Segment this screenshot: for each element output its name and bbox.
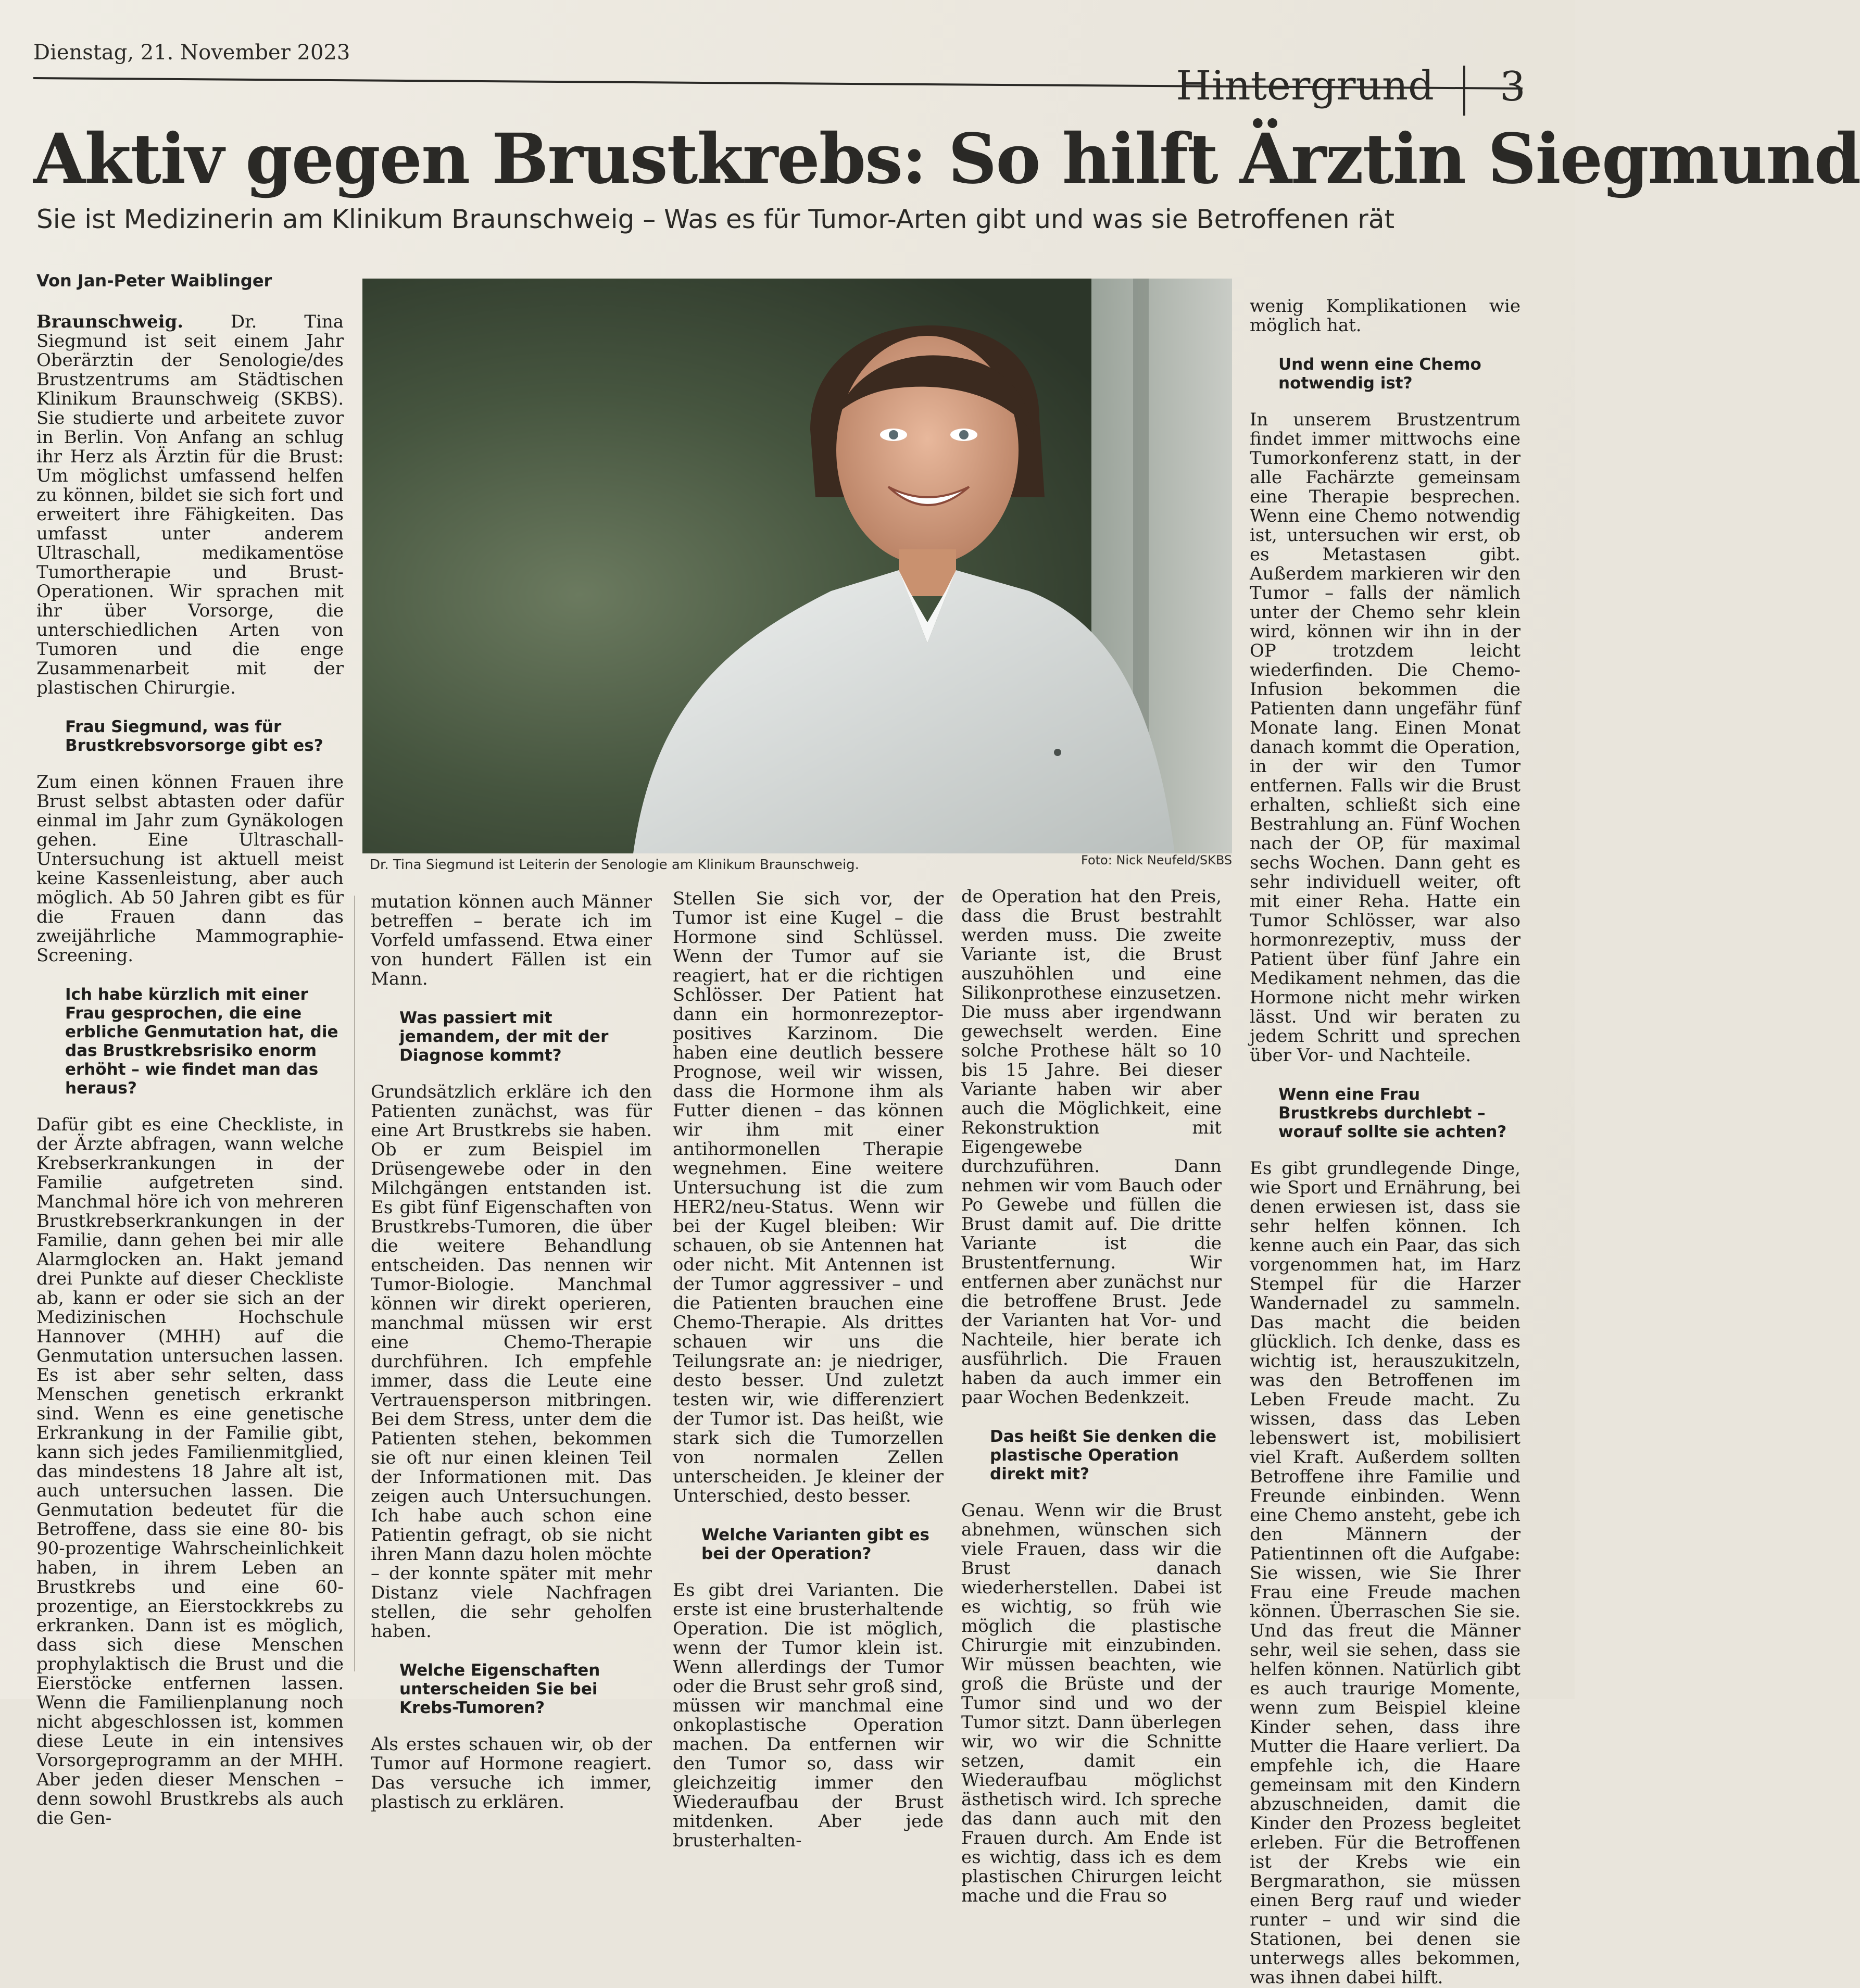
answer-1: Zum einen können Frauen ihre Brust selbst abtasten oder dafür einmal im Jahr zum Gynäkologen gehen. Eine Ultraschall-Untersuchung ist aktuell meist keine Kassenleistung, aber auch möglich. Ab 50 Jahren gibt es für die Frauen dann das zweijährliche Mammographie-Screening. — [36, 772, 344, 966]
question-1: Frau Siegmund, was für Brustkrebsvorsorge gibt es? — [65, 718, 323, 755]
article-subtitle: Sie ist Medizinerin am Klinikum Braunschweig – Was es für Tumor-Arten gibt und was sie Betroffenen rät — [36, 204, 1395, 234]
answer-3: Grundsätzlich erkläre ich den Patienten zunächst, was für eine Art Brustkrebs sie haben. Ob er zum Beispiel im Drüsengewebe oder in den Milchgängen entstanden ist. Es gibt fünf Eigenschaften von Brustkrebs-Tumoren, die über die weitere Behandlung entscheiden. Das nennen wir Tumor-Biologie. Manchmal können wir direkt operieren, manchmal müssen wir erst eine Chemo-Therapie durchführen. Ich empfehle immer, dass die Leute eine Vertrauensperson mitbringen. Bei dem Stress, unter dem die Patienten stehen, bekommen sie oft nur einen kleinen Teil der Informationen mit. Das zeigen auch Untersuchungen. Ich habe auch schon eine Patientin gefragt, ob sie nicht ihren Mann dazu holen möchte – der konnte später mit mehr Distanz viele Nachfragen stellen, die sehr geholfen haben. — [371, 1081, 652, 1642]
answer-4-continued: Stellen Sie sich vor, der Tumor ist eine Kugel – die Hormone sind Schlüssel. Wenn der Tumor auf sie reagiert, hat er die richtigen Schlösser. Der Patient hat dann ein hormonrezeptor-positives Karzinom. Die haben eine deutlich bessere Prognose, weil wir wissen, dass die Hormone ihm als Futter dienen – das können wir ihm mit einer antihormonellen Therapie wegnehmen. Eine weitere Untersuchung ist die zum HER2/neu-Status. Wenn wir bei der Kugel bleiben: Wir schauen, ob sie Antennen hat oder nicht. Mit Antennen ist der Tumor aggressiver – und die Patienten brauchen eine Chemo-Therapie. Als drittes schauen wir uns die Teilungsrate an: je niedriger, desto besser. Und zuletzt testen wir, wie differenziert der Tumor ist. Das heißt, wie stark sich die Tumorzellen von normalen Zellen unterscheiden. Je kleiner der Unterschied, desto besser. — [673, 888, 944, 1506]
answer-2-continued: mutation können auch Männer betreffen – berate ich im Vorfeld umfassend. Etwa einer von hundert Fällen ist ein Mann. — [371, 891, 652, 989]
column-3 — [673, 889, 944, 1851]
intro-paragraph: Dr. Tina Siegmund ist seit einem Jahr Oberärztin der Senologie/des Brustzentrums am Städtischen Klinikum Braunschweig (SKBS). Sie studierte und arbeitete zuvor in Berlin. Von Anfang an schlug ihr Herz als Ärztin für die Brust: Um möglichst umfassend helfen zu können, bildet sie sich fort und erweitert ihre Fähigkeiten. Das umfasst unter anderem Ultraschall, medikamentöse Tumortherapie und Brust-Operationen. Wir sprachen mit ihr über Vorsorge, die unterschiedlichen Arten von Tumoren und die enge Zusammenarbeit mit der plastischen Chirurgie. — [36, 311, 344, 698]
photo-credit: Foto: Nick Neufeld/SKBS — [1081, 853, 1233, 867]
portrait-illustration — [362, 279, 1232, 853]
answer-2: Dafür gibt es eine Checkliste, in der Ärzte abfragen, wann welche Krebserkrankungen in der Familie aufgetreten sind. Manchmal höre ich von mehreren Brustkrebserkrankungen in der Familie, dann gehen bei mir alle Alarmglocken an. Hakt jemand drei Punkte auf dieser Checkliste ab, kann er oder sie sich an der Medizinischen Hochschule Hannover (MHH) auf die Genmutation untersuchen lassen. Es ist aber sehr selten, dass Menschen genetisch erkrankt sind. Wenn es eine genetische Erkrankung in der Familie gibt, kann sich jedes Familienmitglied, das mindestens 18 Jahre alt ist, auch untersuchen lassen. Die Genmutation bedeutet für die Betroffene, dass sie eine 80- bis 90-prozentige Wahrscheinlichkeit haben, in ihrem Leben an Brustkrebs und eine 60-prozentige, an Eierstockkrebs zu erkranken. Dann ist es möglich, dass sich diese Menschen prophylaktisch die Brust und die Eierstöcke entfernen lassen. Wenn die Familienplanung noch nicht abgeschlossen ist, kommen diese Leute in ein intensives Vorsorgeprogramm an der MHH. Aber jeden dieser Menschen – denn sowohl Brustkrebs als auch die Gen- — [36, 1114, 344, 1829]
question-2: Ich habe kürzlich mit einer Frau gesprochen, die eine erbliche Genmutation hat, die das Brustkrebsrisiko enorm erhöht – wie findet man das heraus? — [65, 985, 338, 1098]
byline: Von Jan-Peter Waiblinger — [36, 271, 272, 291]
portrait-photo — [362, 279, 1232, 853]
page-number: 3 — [1500, 64, 1526, 110]
answer-4: Als erstes schauen wir, ob der Tumor auf Hormone reagiert. Das versuche ich immer, plastisch zu erklären. — [371, 1734, 652, 1813]
answer-7: In unserem Brustzentrum findet immer mittwochs eine Tumorkonferenz statt, in der alle Fachärzte gemeinsam eine Therapie besprechen. Wenn eine Chemo notwendig ist, untersuchen wir erst, ob es Metastasen gibt. Außerdem markieren wir den Tumor – falls der nämlich unter der Chemo sehr klein wird, können wir ihn in der OP trotzdem leicht wiederfinden. Die Chemo-Infusion bekommen die Patienten dann ungefähr fünf Monate lang. Einen Monat danach kommt die Operation, in der wir den Tumor entfernen. Falls wir die Brust erhalten, schließt sich eine Bestrahlung an. Fünf Wochen nach der OP, für maximal sechs Wochen. Dann geht es sehr individuell weiter, oft mit einer Reha. Hatte ein Tumor Schlösser, war also hormonrezeptiv, muss der Patient über fünf Jahre ein Medikament nehmen, das die Hormone nicht mehr wirken lässt. Und wir beraten zu jedem Schritt und sprechen über Vor- und Nachteile. — [1250, 409, 1520, 1066]
question-4: Welche Eigenschaften unterscheiden Sie bei Krebs-Tumoren? — [399, 1661, 600, 1717]
answer-5: Es gibt drei Varianten. Die erste ist eine brusterhaltende Operation. Die ist möglich, wenn der Tumor klein ist. Wenn allerdings der Tumor oder die Brust sehr groß sind, müssen wir manchmal eine onkoplastische Operation machen. Da entfernen wir den Tumor so, dass wir gleichzeitig immer den Wiederaufbau der Brust mitdenken. Aber jede brusterhalten- — [673, 1580, 944, 1851]
question-7: Und wenn eine Chemo notwendig ist? — [1278, 355, 1481, 393]
answer-8: Es gibt grundlegende Dinge, wie Sport und Ernährung, bei denen erwiesen ist, dass sie sehr helfen können. Ich kenne auch ein Paar, das sich vorgenommen hat, im Harz Stempel für die Harzer Wandernadel zu sammeln. Das macht die beiden glücklich. Ich denke, dass es wichtig ist, herauszukitzeln, was den Betroffenen im Leben Freude macht. Zu wissen, dass das Leben lebenswert ist, mobilisiert viel Kraft. Außerdem sollten Betroffene ihre Familie und Freunde einbinden. Wenn eine Chemo ansteht, gebe ich den Männern der Patientinnen oft die Aufgabe: Sie wissen, wie Sie Ihrer Frau eine Freude machen können. Überraschen Sie sie. Und das freut die Männer sehr, weil sie sehen, dass sie helfen können. Natürlich gibt es auch traurige Momente, wenn zum Beispiel kleine Kinder sehen, dass ihre Mutter die Haare verliert. Da empfehle ich, die Haare gemeinsam mit den Kindern abzuschneiden, damit die Kinder den Prozess begleitet erleben. Für die Betroffenen ist der Krebs wie ein Bergmarathon, sie müssen einen Berg rauf und wieder runter – und wir sind die Stationen, bei denen sie unterwegs alles bekommen, was ihnen dabei hilft. — [1250, 1158, 1520, 1988]
answer-6-continued: wenig Komplikationen wie möglich hat. — [1250, 296, 1520, 336]
column-2 — [371, 892, 652, 1812]
question-3: Was passiert mit jemandem, der mit der Diagnose kommt? — [399, 1009, 609, 1065]
article-headline: Aktiv gegen Brustkrebs: So hilft Ärztin Siegmund — [33, 119, 1860, 199]
column-4 — [961, 887, 1222, 1906]
answer-6: Genau. Wenn wir die Brust abnehmen, wünschen sich viele Frauen, dass wir die Brust danach wiederherstellen. Dabei ist es wichtig, so früh wie möglich die plastische Chirurgie mit einzubinden. Wir müssen beachten, wie groß die Brüste und der Tumor sind und wo der Tumor sitzt. Dann überlegen wir, wo wir die Schnitte setzen, damit ein Wiederaufbau möglichst ästhetisch wird. Ich spreche das dann auch mit den Frauen durch. Am Ende ist es wichtig, dass ich es dem plastischen Chirurgen leicht mache und die Frau so — [961, 1500, 1222, 1906]
dateline-city: Braunschweig. — [36, 311, 184, 332]
column-5 — [1250, 297, 1520, 1987]
answer-5-continued: de Operation hat den Preis, dass die Brust bestrahlt werden muss. Die zweite Variante ist, die Brust auszuhöhlen und eine Silikonprothese einzusetzen. Die muss aber irgendwann gewechselt werden. Eine solche Prothese hält so 10 bis 15 Jahre. Bei dieser Variante haben wir aber auch die Möglichkeit, eine Rekonstruktion mit Eigengewebe durchzuführen. Dann nehmen wir vom Bauch oder Po Gewebe und füllen die Brust damit auf. Die dritte Variante ist die Brustentfernung. Wir entfernen aber zunächst nur die betroffene Brust. Jede der Varianten hat Vor- und Nachteile, hier berate ich ausführlich. Die Frauen haben da auch immer ein paar Wochen Bedenkzeit. — [961, 886, 1222, 1408]
column-1 — [36, 312, 344, 1828]
issue-date: Dienstag, 21. November 2023 — [33, 41, 350, 65]
photo-caption: Dr. Tina Siegmund ist Leiterin der Senologie am Klinikum Braunschweig. — [370, 857, 859, 873]
question-8: Wenn eine Frau Brustkrebs durchlebt – worauf sollte sie achten? — [1278, 1085, 1507, 1141]
column-divider — [354, 896, 355, 1671]
section-title: Hintergrund — [1176, 62, 1434, 109]
question-6: Das heißt Sie denken die plastische Operation direkt mit? — [990, 1427, 1217, 1483]
question-5: Welche Varianten gibt es bei der Operation? — [701, 1526, 929, 1563]
header-separator — [1463, 66, 1465, 116]
